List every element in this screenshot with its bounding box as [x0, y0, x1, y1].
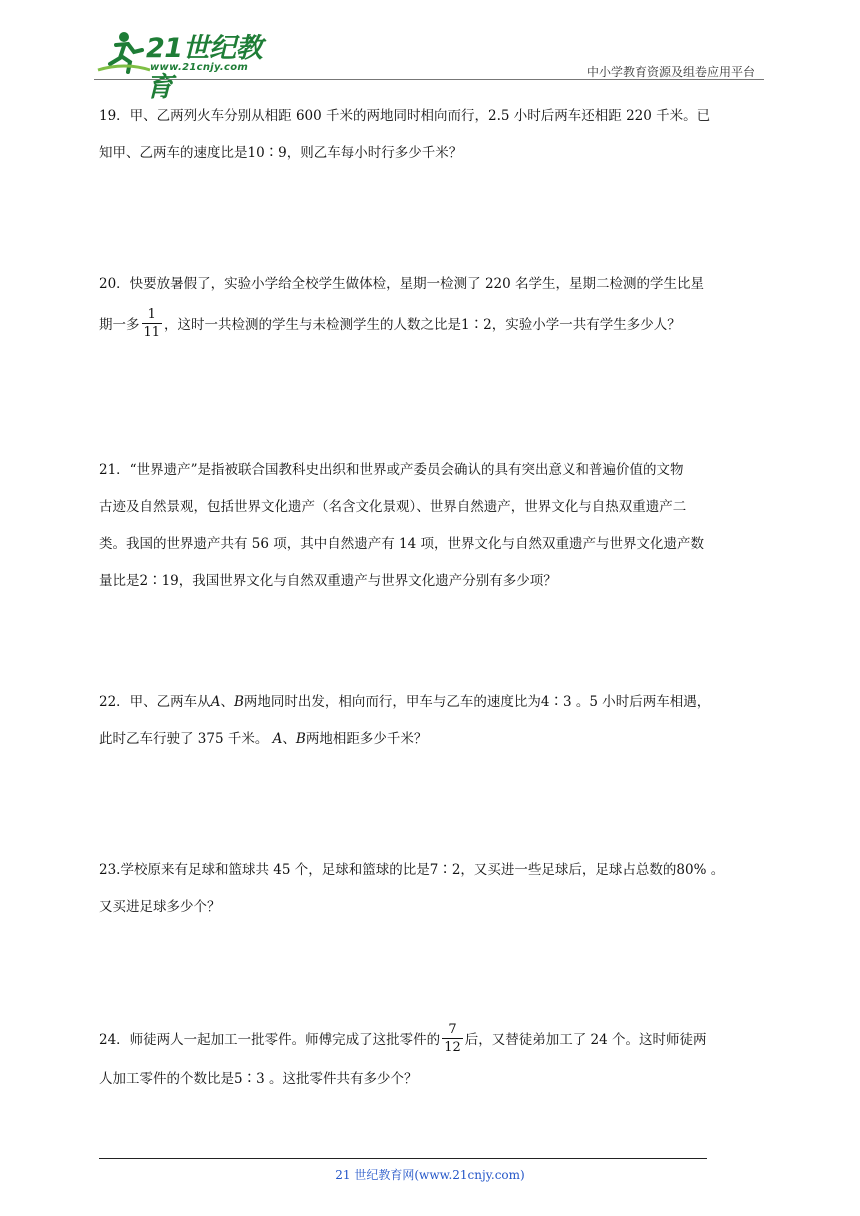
question-20-text-b: ，这时一共检测的学生与未检测学生的人数之比是1∶2，实验小学一共有学生多少人？: [164, 317, 681, 333]
question-24: [99, 1022, 767, 1098]
fraction-denominator: 11: [143, 325, 161, 340]
question-22-text-c: 此时乙车行驶了 375 千米。: [99, 731, 269, 747]
point-a: A: [272, 731, 283, 747]
footer-link[interactable]: 21 世纪教育网(www.21cnjy.com): [335, 1168, 525, 1182]
question-20-line-2: [99, 307, 767, 344]
question-21: [99, 452, 767, 600]
question-24-line-1: [99, 1022, 767, 1059]
question-24-text-b: 后，又替徒弟加工了 24 个。这时师徒两: [464, 1032, 707, 1048]
question-23-line-1: 23.学校原来有足球和篮球共 45 个，足球和篮球的比是7∶2，又买进一些足球后，足球占总数的80% 。: [99, 862, 725, 878]
question-20-line-1: 20．快要放暑假了，实验小学给全校学生做体检，星期一检测了 220 名学生，星期二检测的学生比星: [99, 276, 705, 292]
fraction-1-11: [142, 308, 163, 339]
question-19: [99, 98, 767, 172]
question-23-line-2: 又买进足球多少个？: [99, 899, 221, 915]
runner-logo-icon: [94, 28, 154, 78]
page-header: [0, 0, 860, 103]
question-22-text-d: 两地相距多少千米？: [305, 731, 428, 747]
question-21-line-4: 量比是2∶19，我国世界文化与自然双重遗产与世界文化遗产分别有多少项？: [99, 573, 557, 589]
question-20: [99, 266, 767, 344]
fraction-numerator: 7: [442, 1023, 463, 1039]
question-21-line-3: 类。我国的世界遗产共有 56 项，其中自然遗产有 14 项，世界文化与自然双重遗产与世界文化遗产数: [99, 536, 705, 552]
question-22-text-b: 两地同时出发，相向而行，甲车与乙车的速度比为4∶3 。5 小时后两车相遇，: [243, 694, 711, 710]
question-24-text-a: 24．师徒两人一起加工一批零件。师傅完成了这批零件的: [99, 1032, 441, 1048]
question-19-line-1: 19．甲、乙两列火车分别从相距 600 千米的两地同时相向而行，2.5 小时后两车还相距 220 千米。已: [99, 108, 711, 124]
question-19-line-2: 知甲、乙两车的速度比是10∶9，则乙车每小时行多少千米？: [99, 145, 463, 161]
logo-text: 21世纪教育: [146, 33, 263, 103]
fraction-denominator: 12: [444, 1040, 461, 1055]
question-22-text-a: 22．甲、乙两车从: [99, 694, 211, 710]
point-b: B: [295, 731, 306, 747]
question-24-line-2: 人加工零件的个数比是5∶3 。这批零件共有多少个？: [99, 1071, 418, 1087]
fraction-numerator: 1: [142, 308, 163, 324]
question-22-line-2: [99, 721, 767, 758]
question-20-text-a: 期一多: [99, 317, 140, 333]
question-22: [99, 684, 767, 758]
separator: 、: [282, 731, 296, 747]
point-b: B: [233, 694, 244, 710]
question-23: [99, 852, 767, 926]
question-21-line-2: 古迹及自然景观，包括世界文化遗产（名含文化景观）、世界自然遗产，世界文化与自热双重遗产二: [99, 499, 687, 515]
footer-divider: [99, 1158, 707, 1159]
site-logo[interactable]: [94, 28, 264, 103]
point-a: A: [210, 694, 221, 710]
question-21-line-1: 21．“世界遗产”是指被联合国教科史出织和世界或产委员会确认的具有突出意义和普遍价值的文物: [99, 462, 684, 478]
separator: 、: [220, 694, 234, 710]
logo-url: www.21cnjy.com: [150, 62, 249, 73]
question-22-line-1: [99, 684, 767, 721]
header-divider: [94, 79, 764, 80]
platform-title: 中小学教育资源及组卷应用平台: [586, 65, 755, 79]
fraction-7-12: [442, 1023, 463, 1054]
